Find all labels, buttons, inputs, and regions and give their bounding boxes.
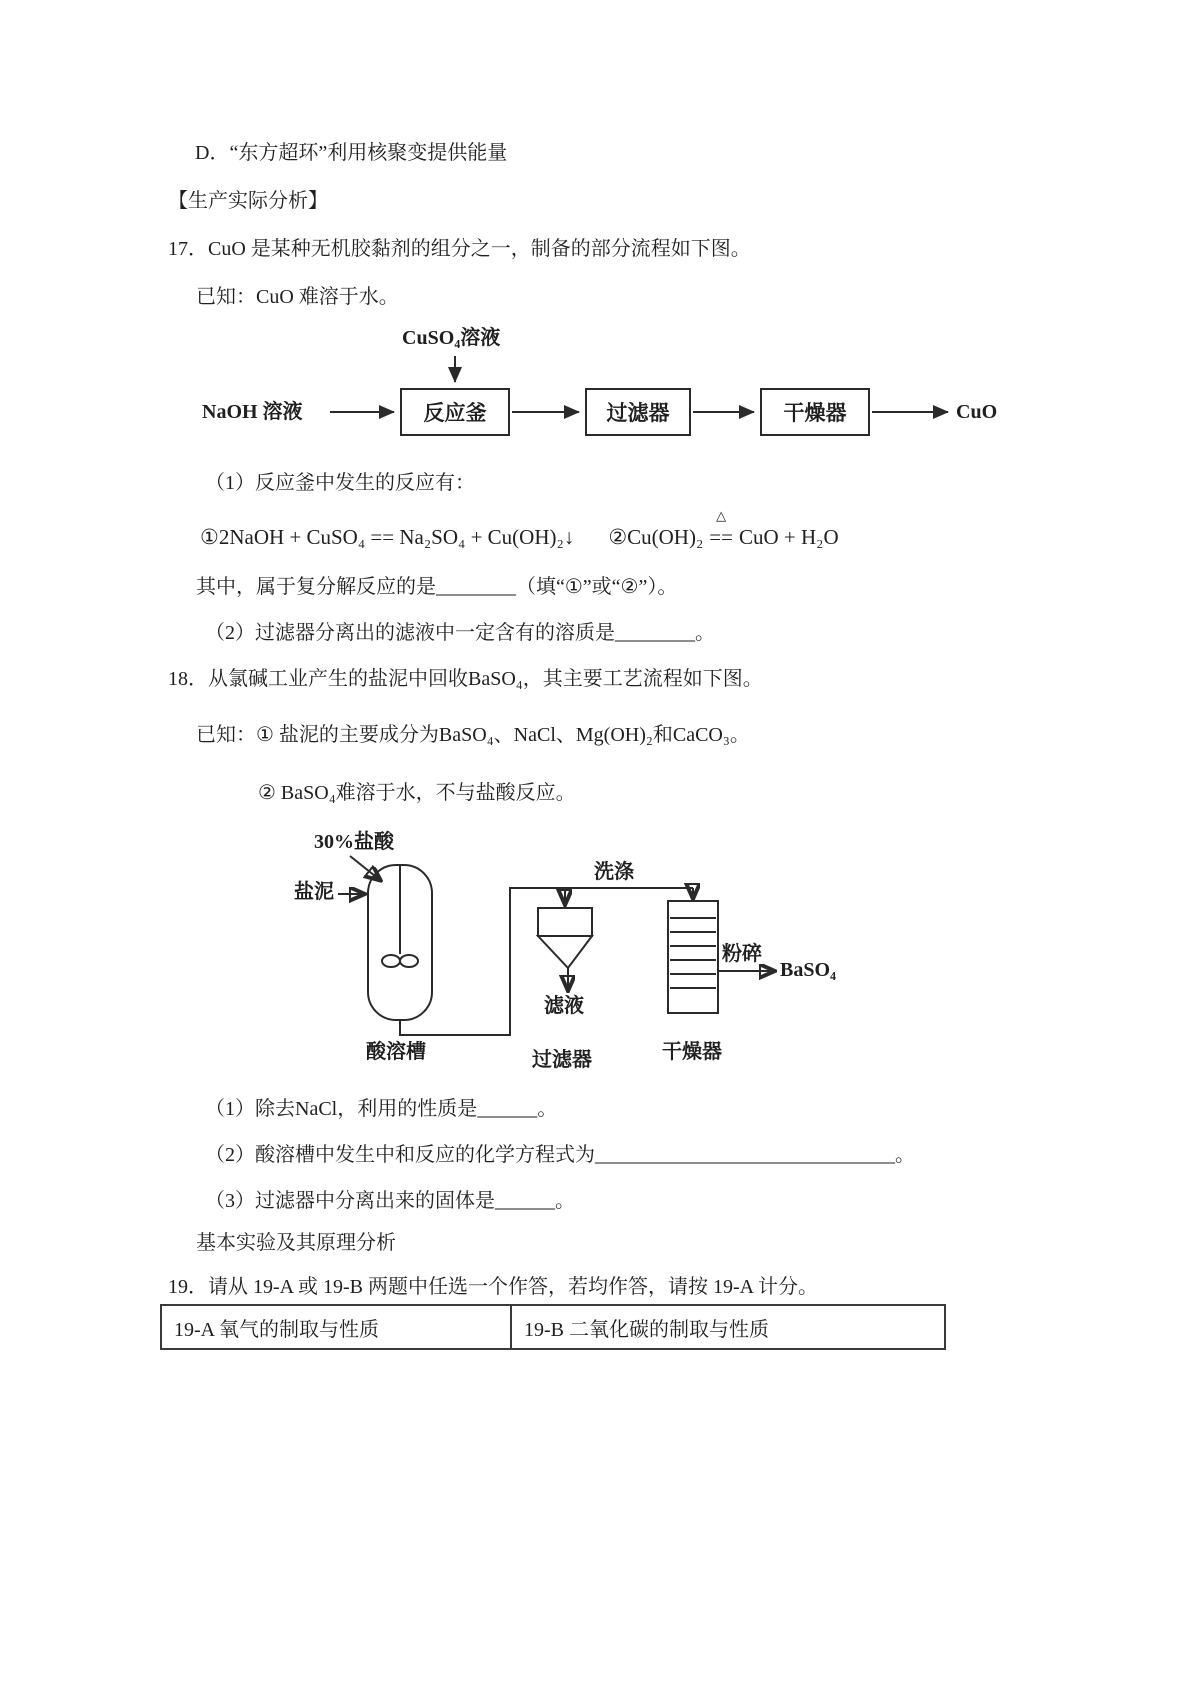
q17-equation-1: ①2NaOH + CuSO₄ == Na₂SO₄ + Cu(OH)₂↓ bbox=[200, 525, 575, 549]
q18-sub3: （3）过滤器中分离出来的固体是______。 bbox=[205, 1190, 575, 1212]
flow-top-input-label: CuSO₄溶液 bbox=[402, 327, 501, 349]
flow-box-dryer: 干燥器 bbox=[760, 388, 870, 436]
question-17-stem: 17．CuO 是某种无机胶黏剂的组分之一，制备的部分流程如下图。 bbox=[168, 238, 751, 260]
wash-label: 洗涤 bbox=[594, 861, 634, 883]
q17-sub2: （2）过滤器分离出的滤液中一定含有的溶质是________。 bbox=[205, 622, 715, 644]
crush-label: 粉碎 bbox=[722, 943, 762, 965]
section-production-analysis-heading: 【生产实际分析】 bbox=[168, 190, 328, 212]
q18-process-diagram bbox=[280, 828, 850, 1083]
q19-option-b-cell: 19-B 二氧化碳的制取与性质 bbox=[524, 1318, 769, 1341]
q17-equation-2-lhs: ②Cu(OH)₂ bbox=[608, 525, 704, 549]
q17-sub1-blank: 其中，属于复分解反应的是________（填“①”或“②”）。 bbox=[196, 576, 678, 598]
q19-choice-table bbox=[160, 1304, 946, 1350]
question-17-known: 已知：CuO 难溶于水。 bbox=[196, 286, 399, 308]
q18-sub1: （1）除去NaCl，利用的性质是______。 bbox=[205, 1098, 558, 1120]
section-basic-experiments-heading: 基本实验及其原理分析 bbox=[196, 1232, 396, 1254]
q17-equation-2-rhs: CuO + H₂O bbox=[738, 525, 839, 549]
option-d-text: D．“东方超环”利用核聚变提供能量 bbox=[195, 142, 508, 164]
q19-option-a-cell: 19-A 氧气的制取与性质 bbox=[162, 1306, 512, 1348]
acid-vessel-caption: 酸溶槽 bbox=[366, 1041, 426, 1063]
acid-input-label: 30%盐酸 bbox=[314, 831, 394, 853]
q17-equation-2-condition bbox=[709, 508, 733, 550]
delta-heat-symbol: △ bbox=[716, 508, 727, 523]
question-19-stem: 19．请从 19-A 或 19-B 两题中任选一个作答，若均作答，请按 19-A 计分。 bbox=[168, 1276, 818, 1298]
question-18-known-1: 已知：① 盐泥的主要成分为BaSO₄、NaCl、Mg(OH)₂和CaCO₃。 bbox=[196, 724, 750, 746]
q17-sub1-label: （1）反应釜中发生的反应有： bbox=[205, 472, 475, 494]
question-18-stem: 18．从氯碱工业产生的盐泥中回收BaSO₄，其主要工艺流程如下图。 bbox=[168, 668, 763, 690]
salt-mud-label: 盐泥 bbox=[294, 881, 334, 903]
filter-caption: 过滤器 bbox=[532, 1049, 592, 1071]
filtrate-label: 滤液 bbox=[544, 995, 584, 1017]
q17-flow-diagram bbox=[160, 318, 1060, 463]
equals-sign: == bbox=[709, 525, 733, 549]
q18-sub2: （2）酸溶槽中发生中和反应的化学方程式为______________________________。 bbox=[205, 1144, 915, 1166]
flow-box-reactor: 反应釜 bbox=[400, 388, 510, 436]
question-18-known-2: ② BaSO₄难溶于水，不与盐酸反应。 bbox=[258, 782, 576, 804]
q17-equations bbox=[200, 508, 839, 550]
flow-box-filter: 过滤器 bbox=[585, 388, 691, 436]
flow-product-label: CuO bbox=[956, 401, 998, 423]
baso4-product-label: BaSO₄ bbox=[780, 959, 837, 981]
dryer-caption: 干燥器 bbox=[662, 1041, 722, 1063]
flow-left-input-label: NaOH 溶液 bbox=[202, 401, 303, 423]
